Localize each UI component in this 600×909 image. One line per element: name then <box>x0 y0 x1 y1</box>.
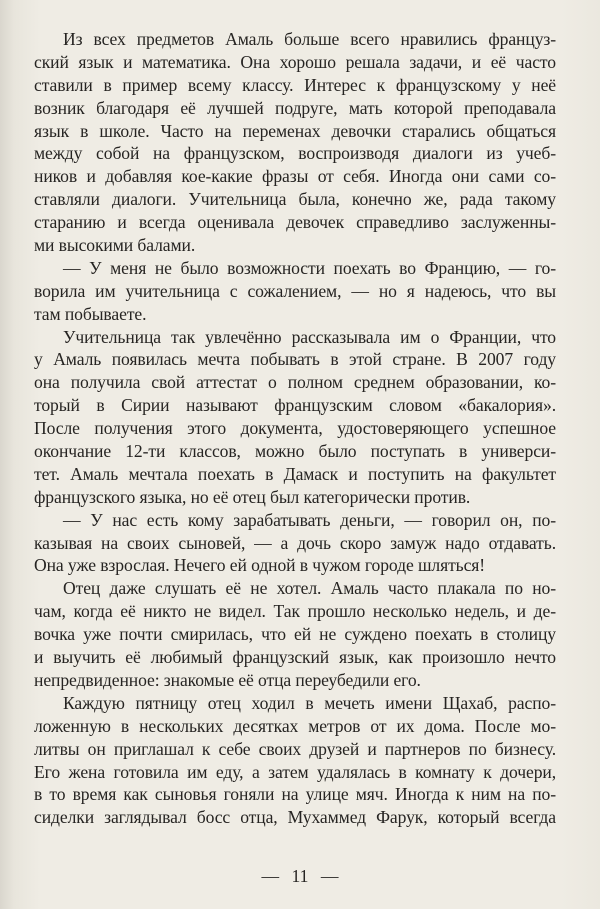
text-line: ский язык и математика. Она хорошо решала задачи, и её часто <box>34 51 556 72</box>
text-line: казывая на своих сыновей, — а дочь скоро замуж надо отдавать. <box>34 532 556 553</box>
text-line: Она уже взрослая. Нечего ей одной в чужом городе шляться! <box>34 555 486 576</box>
text-line: Учительница так увлечённо рассказывала им о Франции, что <box>63 326 556 347</box>
paragraph <box>34 257 556 326</box>
text-line: ми высокими балами. <box>34 235 196 256</box>
text-line: сиделки заглядывал босс отца, Мухаммед Фарук, который всегда <box>34 807 556 828</box>
page-body <box>34 28 556 829</box>
text-line: Из всех предметов Амаль больше всего нравились француз- <box>63 29 556 49</box>
text-line: у Амаль появилась мечта побывать в этой стране. В 2007 году <box>34 349 556 370</box>
paragraph <box>34 577 556 691</box>
text-line: ставляли диалоги. Учительница была, конечно же, рада такому <box>34 189 556 210</box>
paragraph <box>34 509 556 578</box>
text-line: ворила им учительница с сожалением, — но я надеюсь, что вы <box>34 280 556 301</box>
text-line: — У меня не было возможности поехать во Францию, — го- <box>63 257 556 278</box>
text-line: старанию и всегда оценивала девочек справедливо заслуженны- <box>34 212 556 233</box>
text-line: и выучить её любимый французский язык, как произошло нечто <box>34 647 556 668</box>
paragraph <box>34 326 556 509</box>
text-line: французского языка, но её отец был категорически против. <box>34 486 471 507</box>
text-line: там побываете. <box>34 303 147 324</box>
text-line: возник благодаря её лучшей подруге, мать которой преподавала <box>34 97 556 118</box>
text-line: После получения этого документа, удостоверяющего успешное <box>34 418 556 439</box>
text-line: между собой на французском, воспроизводя диалоги из учеб- <box>34 143 556 164</box>
text-line: ников и добавляя кое-какие фразы от себя. Иногда они сами со- <box>34 166 556 187</box>
paragraph <box>34 692 556 829</box>
text-line: в то время как сыновья гоняли на улице мяч. Иногда к ним на по- <box>34 784 556 805</box>
text-line: Каждую пятницу отец ходил в мечеть имени Щахаб, распо- <box>63 692 556 713</box>
paragraph <box>34 28 556 257</box>
text-line: тет. Амаль мечтала поехать в Дамаск и поступить на факультет <box>34 463 556 484</box>
text-line: ложенную в нескольких десятках метров от их дома. После мо- <box>34 715 556 736</box>
text-line: чам, когда её никто не видел. Так прошло несколько недель, и де- <box>34 601 556 622</box>
text-line: непредвиденное: знакомые её отца переубедили его. <box>34 669 421 690</box>
text-line: Отец даже слушать её не хотел. Амаль часто плакала по но- <box>63 578 556 599</box>
text-line: она получила свой аттестат о полном среднем образовании, ко- <box>34 372 556 393</box>
text-line: Его жена готовила им еду, а затем удалялась в комнату к дочери, <box>34 761 556 782</box>
text-line: торый в Сирии называют французским словом «бакалория». <box>34 395 556 416</box>
text-line: — У нас есть кому зарабатывать деньги, — говорил он, по- <box>63 509 556 530</box>
text-line: литвы он приглашал к себе своих друзей и партнеров по бизнесу. <box>34 738 556 759</box>
text-line: вочка уже почти смирилась, что ей не суждено поехать в столицу <box>34 624 556 645</box>
page-number: — 11 — <box>261 866 339 886</box>
text-line: ставили в пример всему классу. Интерес к французскому у неё <box>34 74 556 95</box>
text-line: окончание 12-ти классов, можно было поступать в универси- <box>34 441 556 462</box>
text-line: язык в школе. Часто на переменах девочки старались общаться <box>34 120 556 141</box>
